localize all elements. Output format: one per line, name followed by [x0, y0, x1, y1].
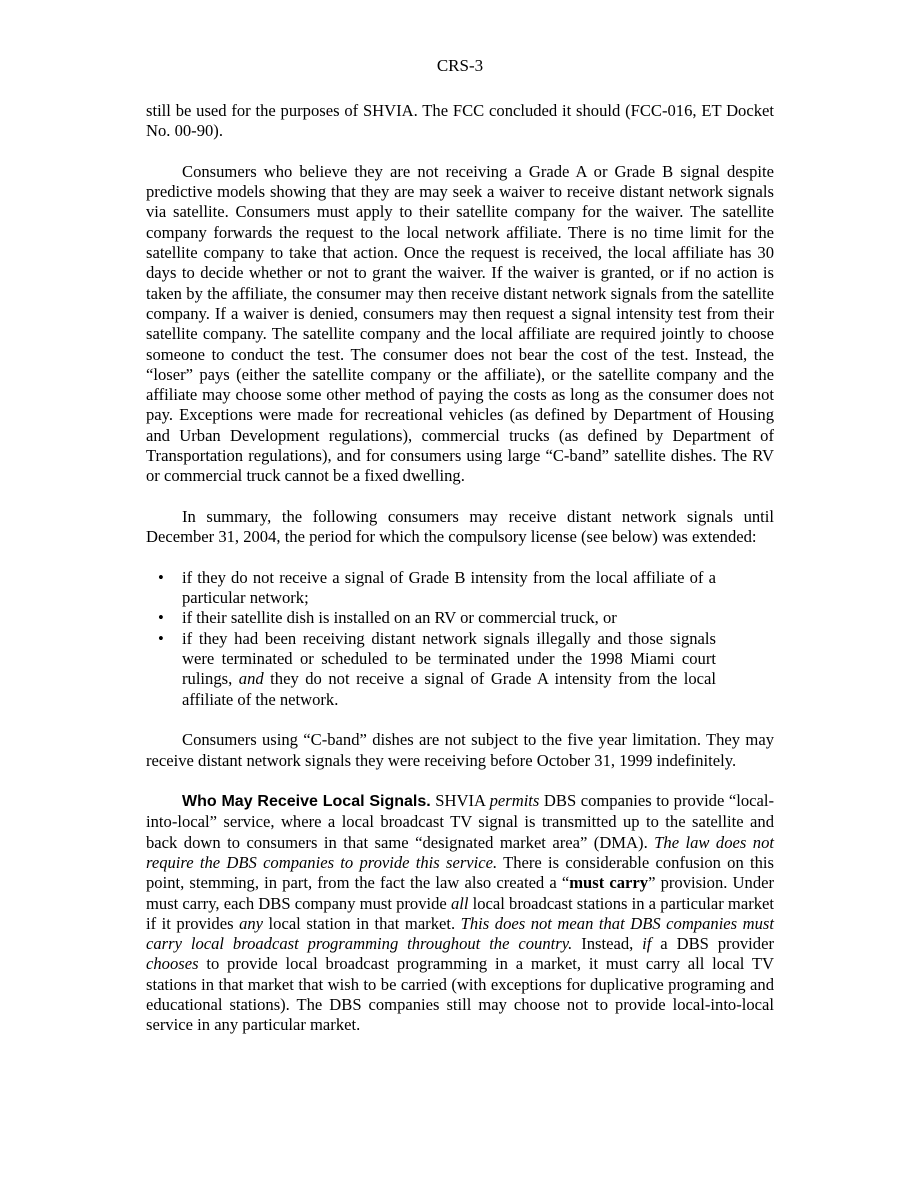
emphasis-run: This does not mean that DBS companies must carry local broadcast programming throughout the country. — [146, 913, 774, 954]
text-run: ” provision. Under must carry, each DBS company must provide — [146, 873, 775, 913]
emphasis-run: if — [642, 934, 652, 954]
text-run: DBS companies to provide “local-into-local” service, where a local broadcast TV signal is transmitted up to the satellite and back down to consumers in that same “designated market area” (DMA). — [146, 791, 775, 852]
emphasis-run: permits — [489, 791, 540, 811]
text-run: local station in that market. — [263, 913, 461, 933]
emphasis-run: any — [239, 913, 264, 933]
list-item-text: if they do not receive a signal of Grade B intensity from the local affiliate of a particular network; — [182, 567, 716, 608]
paragraph-waiver: Consumers who believe they are not receiving a Grade A or Grade B signal despite predictive models showing that they are may seek a waiver to receive distant network signals via satellite. Consumers must apply to their satellite company for the waiver. The satellite company forwards the request to the local network affiliate. There is no time limit for the satellite company to take that action. Once the request is received, the local affiliate has 30 days to decide whether or not to grant the waiver. If the waiver is granted, or if no action is taken by the affiliate, the consumer may then receive distant network signals from the satellite company. If a waiver is denied, consumers may then request a signal intensity test from their satellite company. The satellite company and the local affiliate are required jointly to choose someone to conduct the test. The consumer does not bear the cost of the test. Instead, the “loser” pays (either the satellite company or the affiliate), or the satellite company and the affiliate may choose some other method of paying the costs as long as the consumer does not pay. Exceptions were made for recreational vehicles (as defined by Department of Housing and Urban Development regulations), commercial trucks (as defined by Department of Transportation regulations), and for consumers using large “C-band” satellite dishes. The RV or commercial truck cannot be a fixed dwelling. — [146, 161, 774, 486]
list-item-text: if their satellite dish is installed on an RV or commercial truck, or — [182, 608, 617, 628]
text-run: local broadcast stations in a particular market if it provides — [146, 893, 774, 933]
eligibility-list — [146, 568, 774, 710]
list-item-text-part: they do not receive a signal of Grade A intensity from the local affiliate of the network. — [182, 669, 716, 709]
bullet-icon: • — [158, 608, 164, 628]
text-run: Instead, — [572, 934, 643, 954]
paragraph-c-band: Consumers using “C-band” dishes are not subject to the five year limitation. They may receive distant network signals they were receiving before October 31, 1999 indefinitely. — [146, 730, 774, 770]
list-item — [146, 608, 716, 628]
text-run: a DBS provider — [651, 934, 774, 954]
list-item-emphasis: and — [238, 669, 264, 689]
list-item-text — [182, 629, 716, 709]
emphasis-run: chooses — [146, 954, 199, 974]
text-run: SHVIA — [430, 791, 490, 811]
bold-run: must carry — [569, 873, 649, 893]
list-item — [146, 568, 716, 609]
paragraph-summary: In summary, the following consumers may receive distant network signals until December 31, 2004, the period for which the compulsory license (see below) was extended: — [146, 506, 774, 547]
list-item — [146, 629, 716, 710]
emphasis-run: all — [450, 893, 469, 913]
section-heading: Who May Receive Local Signals. — [182, 793, 431, 811]
bullet-icon: • — [158, 567, 164, 587]
emphasis-run: The law does not require the DBS companies to provide this service. — [146, 832, 774, 872]
document-body — [146, 101, 774, 1056]
paragraph-continuation: still be used for the purposes of SHVIA. The FCC concluded it should (FCC-016, ET Docket No. 00-90). — [146, 101, 774, 141]
page-header: CRS-3 — [436, 56, 484, 75]
text-run: to provide local broadcast programming in a market, it must carry all local TV stations in that market that wish to be carried (with exceptions for duplicative programing and educational stations). The DBS companies still may choose not to provide local-into-local service in any particular market. — [146, 954, 774, 1035]
text-run: There is considerable confusion on this point, stemming, in part, from the fact the law also created a “ — [146, 852, 775, 893]
list-item-text-part: if they had been receiving distant network signals illegally and those signals were terminated or scheduled to be terminated under the 1998 Miami court rulings, — [182, 628, 716, 689]
paragraph-local-signals — [146, 791, 774, 1036]
bullet-icon: • — [158, 628, 164, 648]
